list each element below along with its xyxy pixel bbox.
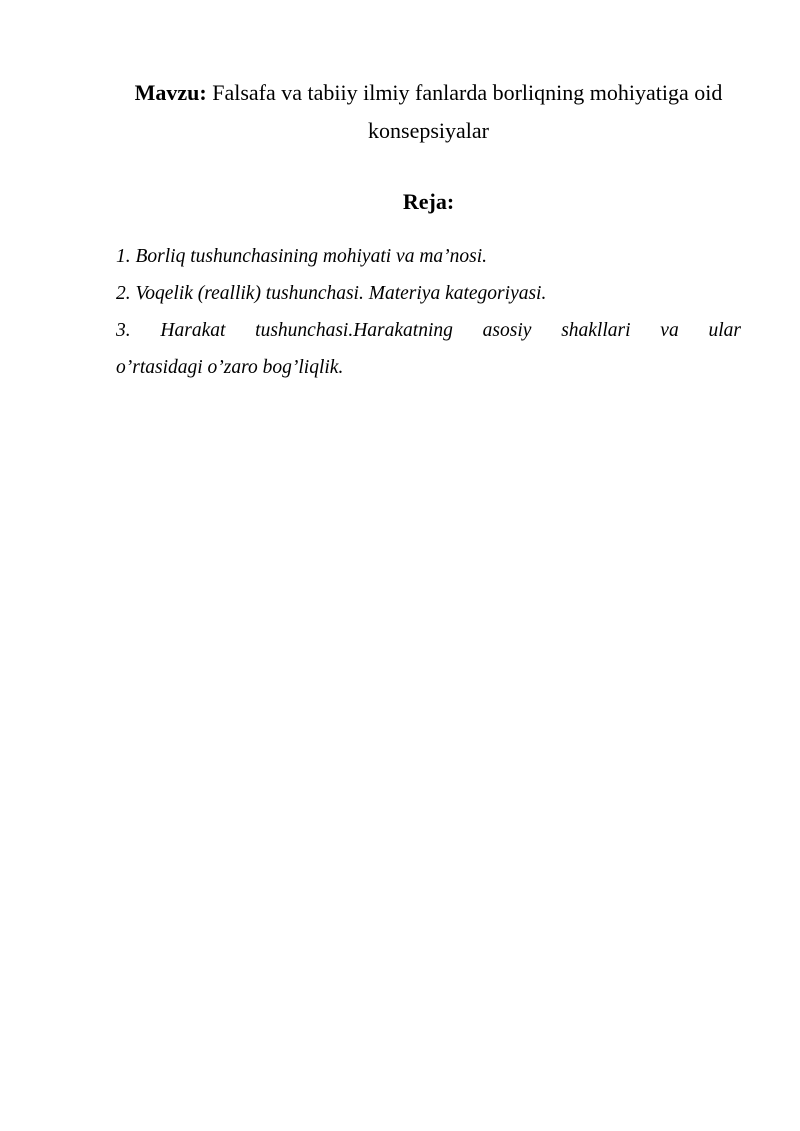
- plan-item-1: [116, 238, 741, 275]
- plan-item-line-1: [116, 312, 741, 349]
- plan-item-text-line-1: Harakat tushunchasi.Harakatning asosiy shakllari va ular: [160, 320, 741, 341]
- plan-heading: Reja:: [402, 189, 455, 214]
- topic-label: Mavzu:: [134, 80, 207, 105]
- plan-item-number: 3.: [116, 320, 131, 341]
- topic-title: [116, 74, 741, 150]
- plan-item-text: Voqelik (reallik) tushunchasi. Materiya kategoriyasi.: [135, 283, 547, 304]
- plan-item-text-line-2: o’rtasidagi o’zaro bog’liqlik.: [116, 357, 344, 378]
- topic-text: Falsafa va tabiiy ilmiy fanlarda borliqning mohiyatiga oid konsepsiyalar: [212, 80, 723, 143]
- plan-item-number: 1.: [116, 246, 131, 267]
- plan-list: [116, 238, 741, 386]
- plan-item-2: [116, 275, 741, 312]
- plan-item-text: Borliq tushunchasining mohiyati va ma’nosi.: [135, 246, 488, 267]
- plan-item-3: [116, 312, 741, 386]
- plan-item-number: 2.: [116, 283, 131, 304]
